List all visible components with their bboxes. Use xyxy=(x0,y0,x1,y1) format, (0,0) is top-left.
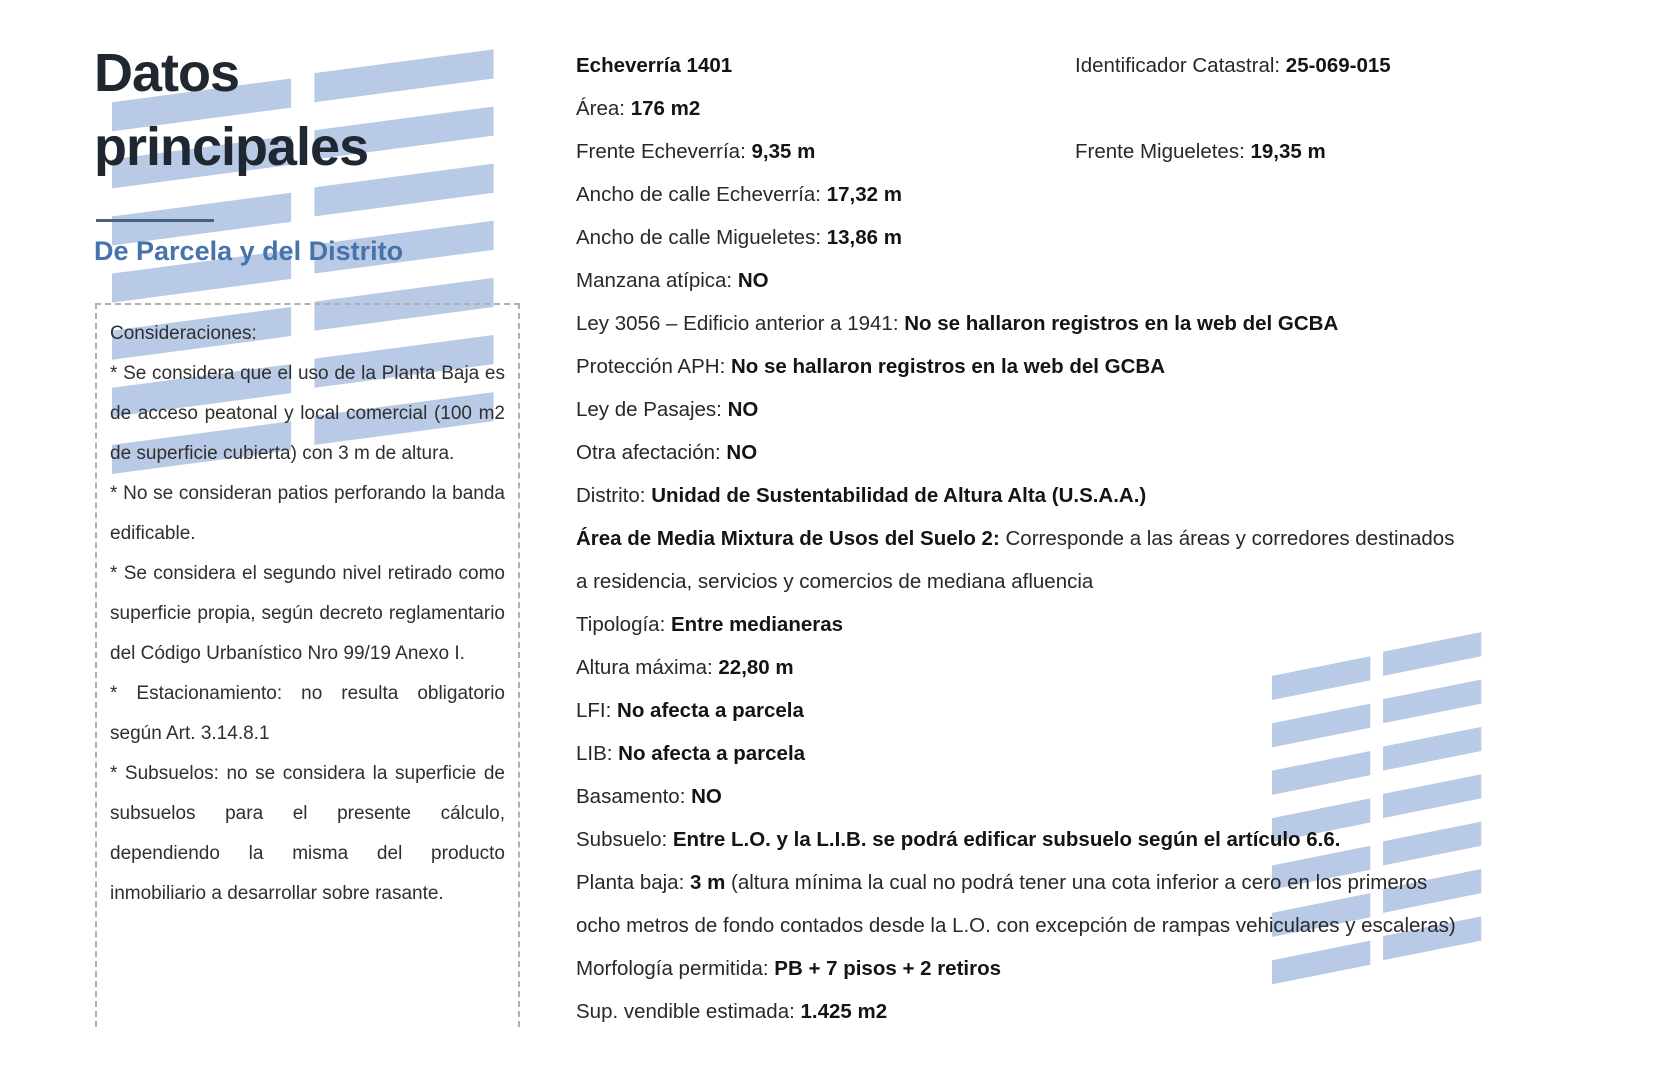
data-row xyxy=(576,990,1576,1033)
row-label: Manzana atípica: xyxy=(576,269,738,292)
row-label: LFI: xyxy=(576,699,618,722)
considerations-heading: Consideraciones: xyxy=(110,323,257,344)
page-title-line1: Datos xyxy=(94,43,240,103)
row-value: 176 m2 xyxy=(630,97,701,120)
row-value: NO xyxy=(727,398,759,421)
row-label: Ley 3056 – Edificio anterior a 1941: xyxy=(576,312,905,335)
data-row xyxy=(576,603,1576,646)
row-label: (altura mínima la cual no podrá tener una cota inferior a cero en los primeros xyxy=(725,871,1428,894)
consideration-item: * Se considera que el uso de la Planta Baja es de acceso peatonal y local comercial (100 m2 de superficie cubierta) con 3 m de altura. xyxy=(110,363,505,464)
row-label: Sup. vendible estimada: xyxy=(576,1000,801,1023)
consideration-item: * No se consideran patios perforando la banda edificable. xyxy=(110,483,505,544)
row-value: No se hallaron registros en la web del GCBA xyxy=(904,312,1339,335)
data-row xyxy=(1075,44,1635,87)
page-title-line2: principales xyxy=(94,117,369,177)
row-value: PB + 7 pisos + 2 retiros xyxy=(774,957,1002,980)
row-label: Identificador Catastral: xyxy=(1075,54,1286,77)
main-data-column xyxy=(576,44,1576,1033)
data-row xyxy=(576,689,1576,732)
row-label: Morfología permitida: xyxy=(576,957,775,980)
row-value: Unidad de Sustentabilidad de Altura Alta (U.S.A.A.) xyxy=(651,484,1147,507)
data-row xyxy=(576,173,1576,216)
data-row xyxy=(576,775,1576,818)
row-label: Frente Migueletes: xyxy=(1075,140,1251,163)
data-row xyxy=(576,259,1576,302)
row-value: NO xyxy=(726,441,758,464)
row-label: Ancho de calle Migueletes: xyxy=(576,226,827,249)
row-label: Ancho de calle Echeverría: xyxy=(576,183,827,206)
row-value: 22,80 m xyxy=(718,656,794,679)
data-row xyxy=(576,302,1576,345)
data-row xyxy=(576,474,1576,517)
row-value: Entre medianeras xyxy=(670,613,844,636)
considerations-list xyxy=(110,354,505,914)
row-value: 1.425 m2 xyxy=(800,1000,888,1023)
row-value: No se hallaron registros en la web del GCBA xyxy=(730,355,1165,378)
data-row xyxy=(576,216,1576,259)
data-row xyxy=(576,646,1576,689)
consideration-item: * Subsuelos: no se considera la superficie de subsuelos para el presente cálculo, dependiendo la misma del producto inmobiliario a desarrollar sobre rasante. xyxy=(110,763,505,904)
row-label: Basamento: xyxy=(576,785,692,808)
data-row xyxy=(1075,130,1635,173)
data-row xyxy=(576,431,1576,474)
row-label: Planta baja: xyxy=(576,871,690,894)
data-row xyxy=(576,947,1576,990)
row-value: Área de Media Mixtura de Usos del Suelo 2: xyxy=(576,527,1006,550)
row-value: Echeverría 1401 xyxy=(576,54,733,77)
row-value: No afecta a parcela xyxy=(618,742,806,765)
row-label: Otra afectación: xyxy=(576,441,727,464)
secondary-data-column xyxy=(1075,44,1635,173)
row-label: Altura máxima: xyxy=(576,656,719,679)
row-value: 9,35 m xyxy=(751,140,816,163)
row-label: Corresponde a las áreas y corredores destinados xyxy=(1005,527,1455,550)
consideration-item: * Estacionamiento: no resulta obligatorio según Art. 3.14.8.1 xyxy=(110,683,505,744)
row-value: 3 m xyxy=(689,871,726,894)
row-label: Frente Echeverría: xyxy=(576,140,752,163)
considerations-box xyxy=(95,303,520,1027)
row-label: Protección APH: xyxy=(576,355,731,378)
row-label: Área: xyxy=(576,97,631,120)
data-row xyxy=(576,732,1576,775)
data-row xyxy=(576,517,1576,603)
row-label: Ley de Pasajes: xyxy=(576,398,728,421)
data-row xyxy=(576,861,1576,947)
row-label: ocho metros de fondo contados desde la L.O. con excepción de rampas vehiculares y escaleras) xyxy=(576,914,1456,937)
row-label: a residencia, servicios y comercios de mediana afluencia xyxy=(576,570,1094,593)
row-value: No afecta a parcela xyxy=(617,699,804,722)
row-label: LIB: xyxy=(576,742,619,765)
data-row xyxy=(576,345,1576,388)
section-subtitle: De Parcela y del Distrito xyxy=(94,236,404,266)
data-row xyxy=(576,818,1576,861)
row-label: Tipología: xyxy=(576,613,671,636)
row-value: 19,35 m xyxy=(1250,140,1326,163)
title-underline xyxy=(96,219,214,222)
row-label: Distrito: xyxy=(576,484,652,507)
data-row xyxy=(576,388,1576,431)
row-value: NO xyxy=(737,269,769,292)
consideration-item: * Se considera el segundo nivel retirado como superficie propia, según decreto reglamentario del Código Urbanístico Nro 99/19 Anexo I. xyxy=(110,563,505,664)
row-value: 25-069-015 xyxy=(1285,54,1391,77)
row-value: Entre L.O. y la L.I.B. se podrá edificar subsuelo según el artículo 6.6. xyxy=(672,828,1341,851)
row-value: 13,86 m xyxy=(826,226,902,249)
row-label: Subsuelo: xyxy=(576,828,673,851)
page-title xyxy=(94,36,368,184)
row-value: 17,32 m xyxy=(826,183,902,206)
row-value: NO xyxy=(691,785,722,808)
